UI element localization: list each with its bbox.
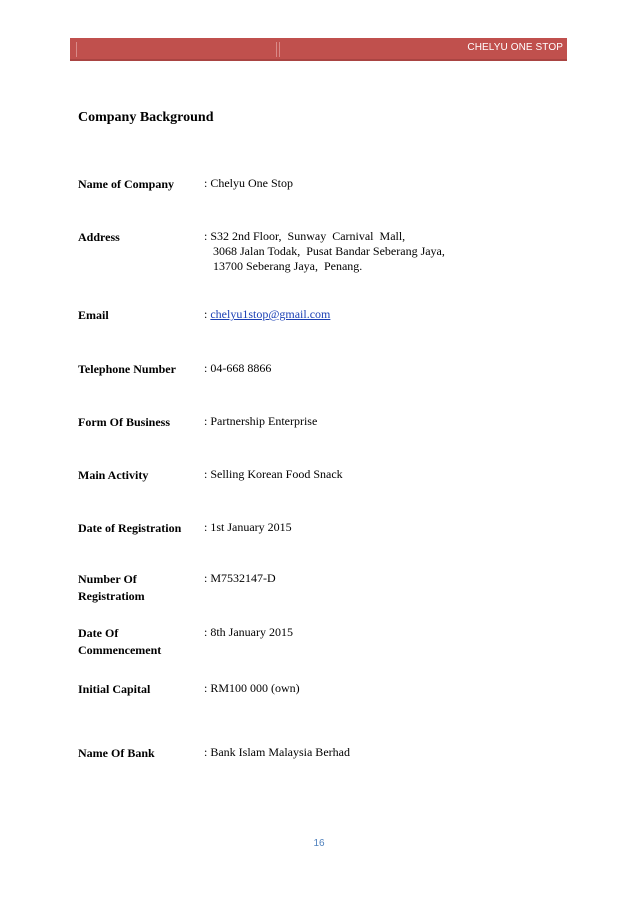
header-title: CHELYU ONE STOP	[467, 42, 563, 53]
commencement-label-line: Date Of	[78, 626, 119, 640]
main-activity-value: : Selling Korean Food Snack	[204, 467, 343, 481]
date-of-registration-value: : 1st January 2015	[204, 520, 292, 534]
form-of-business-value: : Partnership Enterprise	[204, 414, 318, 428]
page-number: 16	[313, 838, 325, 849]
registration-number-label-line: Registratiom	[78, 589, 145, 603]
commencement-label	[78, 625, 196, 659]
email-link[interactable]: chelyu1stop@gmail.com	[210, 307, 331, 321]
initial-capital-label: Initial Capital	[78, 682, 151, 696]
header-bar	[70, 38, 567, 61]
address-line: : S32 2nd Floor, Sunway Carnival Mall,	[204, 229, 406, 243]
main-activity-label: Main Activity	[78, 468, 149, 482]
address-line: 13700 Seberang Jaya, Penang.	[213, 259, 363, 273]
email-prefix: :	[204, 307, 211, 321]
registration-number-label-line: Number Of	[78, 572, 137, 586]
bank-value: : Bank Islam Malaysia Berhad	[204, 745, 350, 759]
commencement-label-line: Commencement	[78, 643, 162, 657]
company-name-value: : Chelyu One Stop	[204, 176, 293, 190]
section-title: Company Background	[78, 110, 214, 125]
header-segment	[276, 42, 280, 57]
address-label: Address	[78, 230, 120, 244]
form-of-business-label: Form Of Business	[78, 415, 171, 429]
address-line: 3068 Jalan Todak, Pusat Bandar Seberang Jaya,	[213, 244, 445, 258]
telephone-label: Telephone Number	[78, 362, 176, 376]
initial-capital-value: : RM100 000 (own)	[204, 681, 300, 695]
registration-number-value: : M7532147-D	[204, 571, 276, 585]
email-label: Email	[78, 308, 109, 322]
company-name-label: Name of Company	[78, 177, 174, 191]
telephone-value: : 04-668 8866	[204, 361, 272, 375]
header-segment	[76, 42, 277, 57]
bank-label: Name Of Bank	[78, 746, 155, 760]
email-value	[204, 307, 564, 322]
date-of-registration-label: Date of Registration	[78, 521, 182, 535]
commencement-value: : 8th January 2015	[204, 625, 293, 639]
registration-number-label	[78, 571, 196, 605]
address-value	[204, 229, 564, 274]
